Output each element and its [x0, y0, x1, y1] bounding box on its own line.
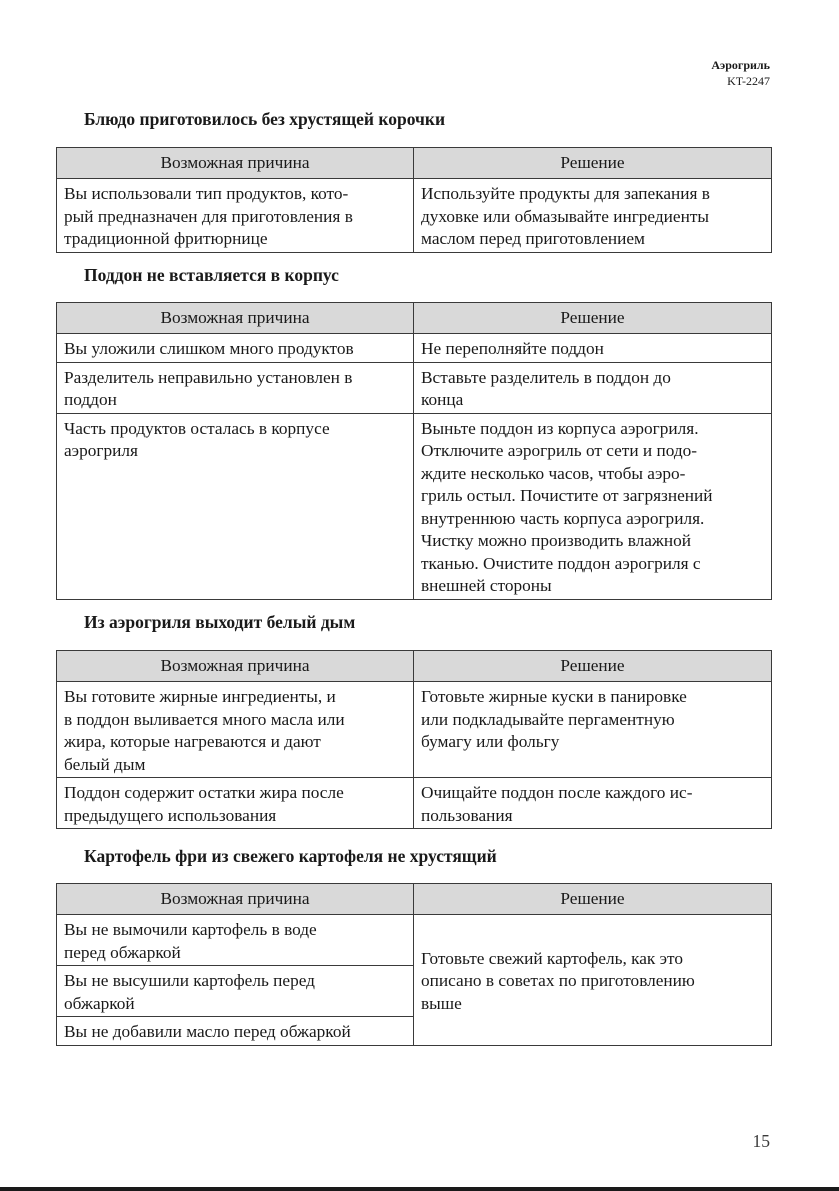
page-bottom-rule	[0, 1187, 839, 1191]
solution-cell: Очищайте поддон после каждого ис- пользования	[414, 778, 772, 829]
solution-cell: Используйте продукты для запекания в духовке или обмазывайте ингредиенты маслом перед приготовлением	[414, 179, 772, 253]
troubleshooting-table	[56, 147, 772, 253]
section-title: Картофель фри из свежего картофеля не хрустящий	[84, 846, 497, 866]
table-row	[57, 334, 772, 363]
table-header-row	[57, 148, 772, 179]
cause-cell: Вы готовите жирные ингредиенты, и в поддон выливается много масла или жира, которые нагреваются и дают белый дым	[57, 682, 414, 778]
cause-cell: Поддон содержит остатки жира после предыдущего использования	[57, 778, 414, 829]
table-row	[57, 362, 772, 413]
table-header-row	[57, 651, 772, 682]
solution-cell: Не переполняйте поддон	[414, 334, 772, 363]
column-header-solution: Решение	[414, 651, 772, 682]
running-header	[711, 57, 770, 89]
cause-cell: Разделитель неправильно установлен в поддон	[57, 362, 414, 413]
solution-cell: Готовьте свежий картофель, как это описано в советах по приготовлению выше	[414, 915, 772, 1046]
table-row	[57, 179, 772, 253]
header-model: KT-2247	[727, 74, 770, 88]
table-row	[57, 682, 772, 778]
solution-cell: Готовьте жирные куски в панировке или подкладывайте пергаментную бумагу или фольгу	[414, 682, 772, 778]
cause-cell: Вы не вымочили картофель в воде перед обжаркой	[57, 915, 414, 966]
column-header-cause: Возможная причина	[57, 884, 414, 915]
column-header-solution: Решение	[414, 303, 772, 334]
cause-cell: Вы уложили слишком много продуктов	[57, 334, 414, 363]
cause-cell: Вы не добавили масло перед обжаркой	[57, 1017, 414, 1046]
section-title: Из аэрогриля выходит белый дым	[84, 612, 356, 632]
section-title: Блюдо приготовилось без хрустящей корочки	[84, 109, 446, 129]
column-header-cause: Возможная причина	[57, 148, 414, 179]
cause-cell: Часть продуктов осталась в корпусе аэрогриля	[57, 413, 414, 599]
solution-cell: Вставьте разделитель в поддон до конца	[414, 362, 772, 413]
page-number: 15	[752, 1131, 770, 1151]
table-row	[57, 915, 772, 966]
solution-cell: Выньте поддон из корпуса аэрогриля. Отключите аэрогриль от сети и подо- ждите несколько часов, чтобы аэро- гриль остыл. Почистите от загрязнений внутреннюю часть корпуса аэрогриля. Чистку можно производить влажной тканью. Очистите поддон аэрогриля с внешней стороны	[414, 413, 772, 599]
troubleshooting-table	[56, 302, 772, 600]
column-header-cause: Возможная причина	[57, 303, 414, 334]
table-header-row	[57, 303, 772, 334]
cause-cell: Вы не высушили картофель перед обжаркой	[57, 966, 414, 1017]
cause-cell: Вы использовали тип продуктов, кото- рый предназначен для приготовления в традиционной фритюрнице	[57, 179, 414, 253]
troubleshooting-table	[56, 883, 772, 1046]
table-header-row	[57, 884, 772, 915]
column-header-solution: Решение	[414, 884, 772, 915]
column-header-cause: Возможная причина	[57, 651, 414, 682]
header-product: Аэрогриль	[711, 58, 770, 72]
table-row	[57, 778, 772, 829]
troubleshooting-table	[56, 650, 772, 829]
column-header-solution: Решение	[414, 148, 772, 179]
table-row	[57, 413, 772, 599]
section-title: Поддон не вставляется в корпус	[84, 265, 339, 285]
